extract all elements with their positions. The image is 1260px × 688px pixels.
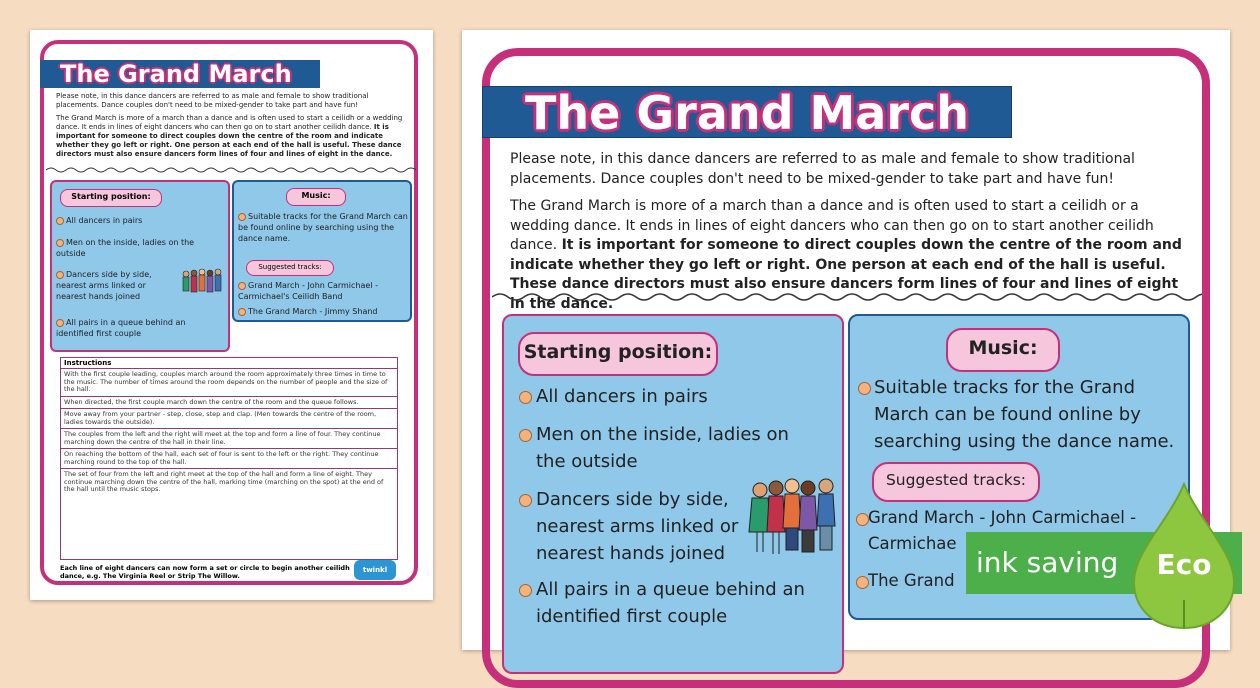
thumbnail-starting-heading: Starting position: [60,189,162,207]
bullet-icon [858,382,871,395]
instruction-step: On reaching the bottom of the hall, each set of four is sent to the left or the right. They continue marching round to the top of the hall. [61,448,397,468]
thumbnail-starting-item: Dancers side by side, nearest arms linked or nearest hands joined [56,270,152,301]
starting-line: All dancers in pairs [536,386,708,407]
bullet-icon [56,319,64,327]
starting-line: nearest hands joined [536,543,726,564]
bullet-icon [519,429,532,442]
instruction-step: When directed, the first couple march down the centre of the room and the queue follows. [61,396,397,409]
instructions-heading: Instructions [64,359,112,367]
starting-line: Men on the inside, ladies on [536,424,789,445]
main-wave-divider [492,290,1202,304]
thumbnail-starting-item: All pairs in a queue behind an identified first couple [56,318,186,338]
track-line: Grand March - John Carmichael - [868,508,1137,527]
thumbnail-wave-divider [46,166,416,174]
thumbnail-starting-box [50,180,230,352]
music-line: Suitable tracks for the Grand [874,377,1135,398]
starting-line: Dancers side by side, [536,489,729,510]
bullet-icon [238,213,246,221]
thumbnail-track: Grand March - John Carmichael - Carmichael's Ceilidh Band [238,281,378,301]
thumbnail-intro-plain: The Grand March is more of a march than a dance and is often used to start a ceilidh or a wedding dance. It ends in lines of eight dancers who can then go on to start another ceilidh dance. [56,114,403,131]
main-intro-note: Please note, in this dance dancers are referred to as male and female to show traditional placements. Dance couples don't need to be mixed-gender to take part and have fun! [510,151,1135,187]
bullet-icon [519,584,532,597]
bullet-icon [519,494,532,507]
starting-position-box [502,314,844,674]
music-heading: Music: [946,328,1060,372]
twinkl-logo: twinkl [354,560,396,580]
thumbnail-music-heading: Music: [286,188,346,206]
instruction-step: The couples from the left and the right will meet at the top and form a line of four. They continue marching down the centre of the hall in their line. [61,428,397,448]
instruction-step: With the first couple leading, couples march around the room approximately three times in time to the music. The number of times around the room depends on the number of people and the size of the hall. [61,368,397,396]
starting-line: the outside [536,451,638,472]
thumbnail-page[interactable] [30,30,433,600]
bullet-icon [238,308,246,316]
main-title: The Grand March [525,86,970,140]
bullet-icon [519,391,532,404]
thumbnail-starting-item: Men on the inside, ladies on the outside [56,238,195,258]
eco-drop-icon [1128,482,1248,632]
bullet-icon [56,271,64,279]
bullet-icon [56,239,64,247]
dancers-illustration-icon [748,476,840,562]
music-line: searching using the dance name. [874,431,1175,452]
bullet-icon [56,217,64,225]
starting-line: identified first couple [536,606,728,627]
starting-line: All pairs in a queue behind an [536,579,805,600]
starting-position-heading: Starting position: [518,332,718,376]
dancers-illustration-icon [180,266,228,306]
thumbnail-starting-item: All dancers in pairs [56,215,226,226]
eco-label: Eco [1156,548,1212,581]
thumbnail-intro-description [56,114,406,159]
bullet-icon [238,282,246,290]
thumbnail-footer: Each line of eight dancers can now form a set or circle to begin another ceilidh dance, e.g. The Virginia Reel or Strip The Willow. [60,564,350,580]
thumbnail-intro [56,92,406,163]
main-title-banner [482,86,1012,138]
starting-line: nearest arms linked or [536,516,739,537]
suggested-tracks-heading: Suggested tracks: [872,462,1040,502]
track-line: Carmichae [868,534,957,553]
instruction-step: The set of four from the left and right meet at the top of the hall and form a line of eight. They continue marching down the centre of the hall, marking time (marching on the spot) at the end of the hall until the music stops. [61,468,397,496]
thumbnail-music-box [232,180,412,322]
thumbnail-suggested-heading: Suggested tracks: [246,260,334,276]
thumbnail-instructions-table [60,357,398,560]
thumbnail-title: The Grand March [40,60,320,88]
ink-saving-text: ink saving [976,546,1119,579]
thumbnail-track: The Grand March - Jimmy Shand [238,306,408,317]
music-line: March can be found online by [874,404,1141,425]
thumbnail-intro-note: Please note, in this dance dancers are referred to as male and female to show traditional placements. Dance couples don't need to be mixed-gender to take part and have fun! [56,92,369,109]
instruction-step: Move away from your partner - step, close, step and clap. (Men towards the centre of the room, ladies towards the outside). [61,408,397,428]
track-line: The Grand [868,571,955,590]
thumbnail-intro-bold: It is important for someone to direct couples down the centre of the room and indicate whether they go left or right. One person at each end of the hall is useful. These dance directors must also ensure dancers form lines of four and lines of eight in the dance. [56,123,402,158]
main-intro-plain: The Grand March is more of a march than a dance and is often used to start a ceilidh or a wedding dance. It ends in lines of eight dancers who can then go on to start another ceilidh dance. [510,198,1154,253]
main-intro-bold: It is important for someone to direct couples down the centre of the room and indicate whether they go left or right. One person at each end of the hall is useful. These dance directors must also ensure dancers form lines of four and lines of eight in the dance. [510,237,1182,312]
thumbnail-music-text: Suitable tracks for the Grand March can be found online by searching using the dance name. [238,212,408,243]
